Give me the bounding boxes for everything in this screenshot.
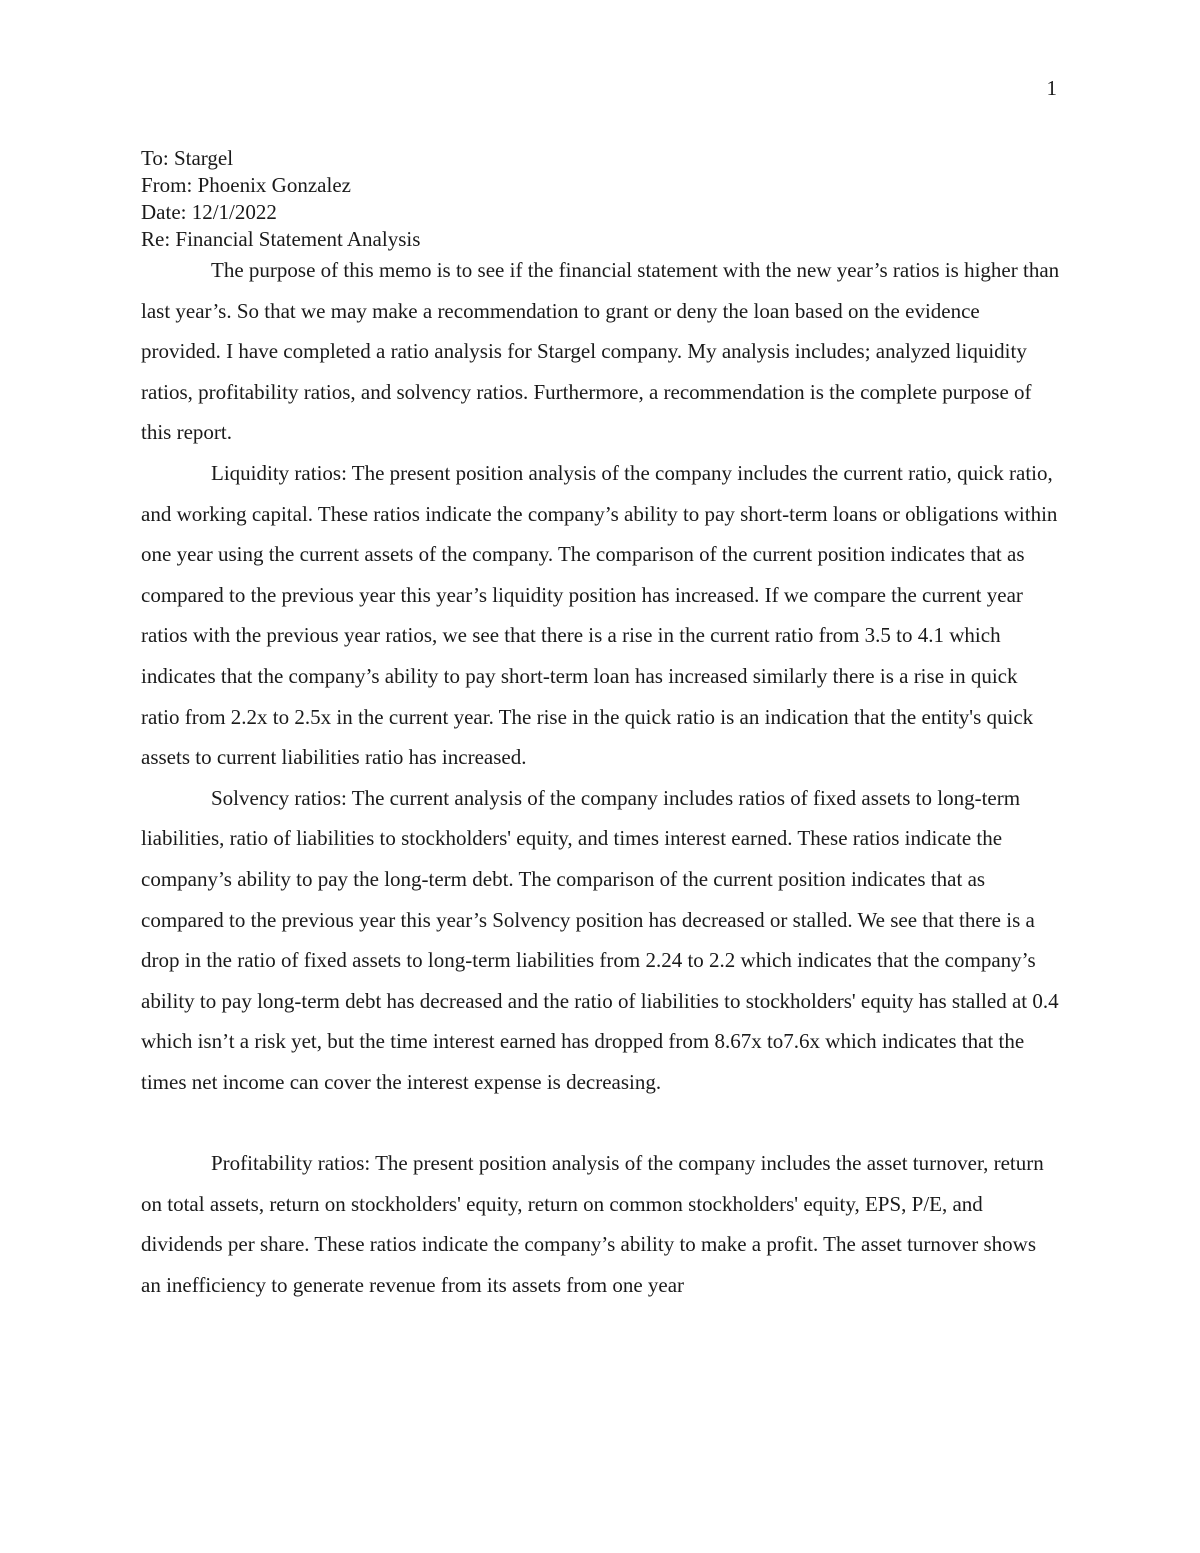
- paragraph-profitability-ratios: Profitability ratios: The present position analysis of the company includes the asset turnover, return on total assets, return on stockholders' equity, return on common stockholders' equity, EPS, P/E, and dividends per share. These ratios indicate the company’s ability to make a profit. The asset turnover shows an inefficiency to generate revenue from its assets from one year: [141, 1151, 1044, 1297]
- memo-subject-line: Re: Financial Statement Analysis: [141, 227, 421, 251]
- memo-to-line: To: Stargel: [141, 146, 234, 170]
- paragraph-solvency-ratios: Solvency ratios: The current analysis of the company includes ratios of fixed assets to long-term liabilities, ratio of liabilities to stockholders' equity, and times interest earned. These ratios indicate the company’s ability to pay the long-term debt. The comparison of the current position indicates that as compared to the previous year this year’s Solvency position has decreased or stalled. We see that there is a drop in the ratio of fixed assets to long-term liabilities from 2.24 to 2.2 which indicates that the company’s ability to pay long-term debt has decreased and the ratio of liabilities to stockholders' equity has stalled at 0.4 which isn’t a risk yet, but the time interest earned has dropped from 8.67x to7.6x which indicates that the times net income can cover the interest expense is decreasing.: [141, 785, 1059, 1094]
- page-number: 1: [1046, 76, 1057, 100]
- paragraph-liquidity-ratios: Liquidity ratios: The present position analysis of the company includes the current ratio, quick ratio, and working capital. These ratios indicate the company’s ability to pay short-term loans or obligations within one year using the current assets of the company. The comparison of the current position indicates that as compared to the previous year this year’s liquidity position has increased. If we compare the current year ratios with the previous year ratios, we see that there is a rise in the current ratio from 3.5 to 4.1 which indicates that the company’s ability to pay short-term loan has increased similarly there is a rise in quick ratio from 2.2x to 2.5x in the current year. The rise in the quick ratio is an indication that the entity's quick assets to current liabilities ratio has increased.: [141, 460, 1058, 770]
- memo-from-line: From: Phoenix Gonzalez: [141, 173, 351, 197]
- memo-header: [141, 145, 1061, 253]
- memo-date-line: Date: 12/1/2022: [141, 200, 277, 224]
- memo-body: [141, 250, 1061, 1305]
- paragraph-purpose: The purpose of this memo is to see if the financial statement with the new year’s ratios is higher than last year’s. So that we may make a recommendation to grant or deny the loan based on the evidence provided. I have completed a ratio analysis for Stargel company. My analysis includes; analyzed liquidity ratios, profitability ratios, and solvency ratios. Furthermore, a recommendation is the complete purpose of this report.: [141, 258, 1060, 445]
